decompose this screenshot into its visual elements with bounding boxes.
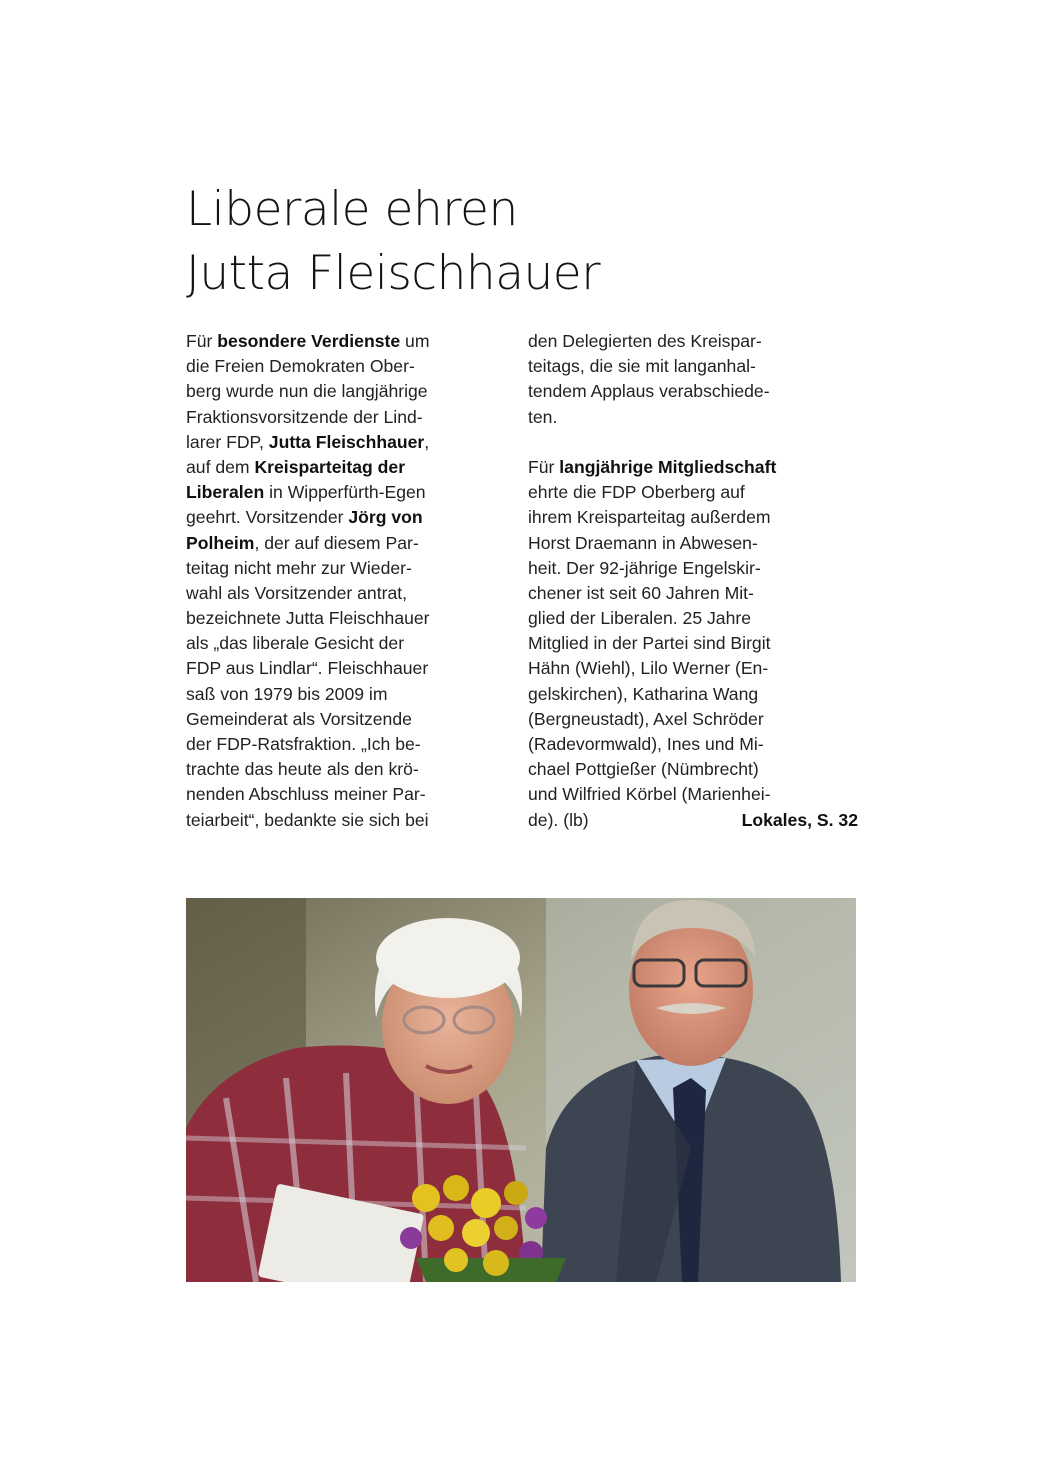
text-run: bezeichnete Jutta Fleischhauer bbox=[186, 608, 430, 629]
article-line bbox=[528, 707, 858, 732]
text-run: Hähn (Wiehl), Lilo Werner (En- bbox=[528, 658, 769, 679]
text-run: der FDP-Ratsfraktion. „Ich be- bbox=[186, 734, 421, 754]
article-line bbox=[186, 656, 508, 681]
text-run: Fraktionsvorsitzende der Lind- bbox=[186, 406, 423, 427]
article-line bbox=[186, 757, 508, 782]
article-line bbox=[186, 531, 508, 556]
text-run: und Wilfried Körbel (Marienhei- bbox=[528, 784, 771, 805]
text-run: teiarbeit“, bedankte sie sich bei bbox=[186, 809, 429, 830]
article-line bbox=[528, 631, 858, 656]
article-line bbox=[186, 732, 508, 757]
article-line bbox=[528, 606, 858, 631]
article-column-left bbox=[186, 329, 508, 833]
article-line bbox=[186, 808, 508, 833]
article-line bbox=[186, 405, 508, 430]
text-run: Mitglied in der Partei sind Birgit bbox=[528, 633, 771, 654]
article-line bbox=[528, 354, 858, 379]
text-run: die Freien Demokraten Ober- bbox=[186, 356, 415, 377]
article-line bbox=[528, 682, 858, 707]
bold-phrase: Jörg von bbox=[348, 507, 423, 528]
article-line bbox=[528, 581, 858, 606]
article-line bbox=[528, 379, 858, 404]
text-run: saß von 1979 bis 2009 im bbox=[186, 683, 388, 704]
text-run: nenden Abschluss meiner Par- bbox=[186, 784, 426, 805]
article-line bbox=[186, 480, 508, 505]
text-run: den Delegierten des Kreispar- bbox=[528, 331, 762, 351]
text-run: Für bbox=[186, 331, 218, 351]
article-line bbox=[186, 556, 508, 581]
closing-text: de). (lb) bbox=[528, 809, 589, 830]
text-run: (Bergneustadt), Axel Schröder bbox=[528, 708, 764, 729]
article-line bbox=[186, 682, 508, 707]
article-line bbox=[528, 480, 858, 505]
article-line bbox=[528, 531, 858, 556]
text-run: auf dem bbox=[186, 456, 255, 477]
text-run: (Radevormwald), Ines und Mi- bbox=[528, 734, 764, 754]
article-line bbox=[186, 354, 508, 379]
bold-phrase: Kreisparteitag der bbox=[254, 456, 406, 477]
text-run: tendem Applaus verabschiede- bbox=[528, 381, 770, 402]
text-run: Für bbox=[528, 456, 560, 477]
text-run: glied der Liberalen. 25 Jahre bbox=[528, 608, 752, 629]
article-column-right bbox=[528, 329, 858, 833]
bold-phrase: besondere Verdienste bbox=[217, 331, 401, 351]
text-run: wahl als Vorsitzender antrat, bbox=[186, 582, 408, 603]
bold-phrase: Jutta Fleischhauer bbox=[268, 431, 425, 452]
text-run: teitags, die sie mit langanhal- bbox=[528, 356, 756, 377]
text-run: Horst Draemann in Abwesen- bbox=[528, 532, 758, 553]
text-run: ehrte die FDP Oberberg auf bbox=[528, 482, 745, 503]
text-run: ihrem Kreisparteitag außerdem bbox=[528, 507, 771, 528]
headline-line-2: Jutta Fleischhauer bbox=[186, 246, 601, 301]
article-line bbox=[528, 455, 858, 480]
bold-phrase: Polheim bbox=[186, 532, 255, 553]
text-run: gelskirchen), Katharina Wang bbox=[528, 683, 759, 704]
article-line bbox=[528, 757, 858, 782]
headline bbox=[186, 178, 866, 306]
text-run: trachte das heute als den krö- bbox=[186, 759, 419, 780]
text-run: chael Pottgießer (Nümbrecht) bbox=[528, 759, 759, 780]
text-run: geehrt. Vorsitzender bbox=[186, 507, 349, 528]
text-run: , der auf diesem Par- bbox=[254, 532, 419, 553]
article-line bbox=[186, 455, 508, 480]
article-line bbox=[186, 782, 508, 807]
page-reference: Lokales, S. 32 bbox=[741, 809, 858, 830]
article-line bbox=[186, 505, 508, 530]
text-run: larer FDP, bbox=[186, 431, 269, 452]
text-run: um bbox=[400, 331, 430, 351]
text-run: heit. Der 92-jährige Engelskir- bbox=[528, 557, 761, 578]
article-line bbox=[186, 631, 508, 656]
bold-phrase: Liberalen bbox=[186, 482, 265, 503]
article-line bbox=[528, 505, 858, 530]
text-run: FDP aus Lindlar“. Fleischhauer bbox=[186, 658, 429, 679]
article-line-last bbox=[528, 808, 858, 833]
text-run: berg wurde nun die langjährige bbox=[186, 381, 428, 402]
article-line bbox=[186, 707, 508, 732]
paragraph-membership bbox=[528, 455, 858, 808]
article-line bbox=[186, 329, 508, 354]
article-line bbox=[186, 606, 508, 631]
text-run: teitag nicht mehr zur Wieder- bbox=[186, 557, 412, 578]
article-photo bbox=[186, 898, 856, 1282]
text-run: Gemeinderat als Vorsitzende bbox=[186, 708, 412, 729]
bold-phrase: langjährige Mitgliedschaft bbox=[559, 456, 777, 477]
article-line bbox=[528, 556, 858, 581]
article-line bbox=[528, 656, 858, 681]
paragraph-gap bbox=[528, 430, 858, 455]
article-line bbox=[186, 430, 508, 455]
article-line bbox=[186, 379, 508, 404]
paragraph-delegates bbox=[528, 329, 858, 430]
article-line bbox=[528, 732, 858, 757]
headline-line-1: Liberale ehren bbox=[186, 182, 518, 237]
article-line bbox=[186, 581, 508, 606]
text-run: , bbox=[424, 431, 430, 452]
text-run: in Wipperfürth-Egen bbox=[264, 482, 426, 503]
article-line bbox=[528, 405, 858, 430]
article-line bbox=[528, 329, 858, 354]
text-run: ten. bbox=[528, 406, 558, 427]
article-line bbox=[528, 782, 858, 807]
text-run: als „das liberale Gesicht der bbox=[186, 633, 405, 654]
text-run: chener ist seit 60 Jahren Mit- bbox=[528, 582, 754, 603]
